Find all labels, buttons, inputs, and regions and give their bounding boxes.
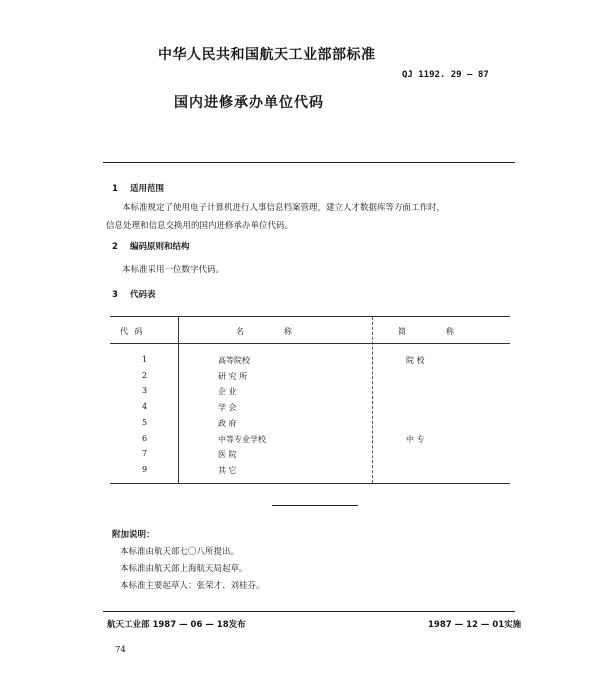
section-1-paragraph-line-2: 信息处理和信息交换用的国内进修承办单位代码。 xyxy=(106,221,294,231)
notes-heading: 附加说明： xyxy=(112,530,155,540)
standard-header-title: 中华人民共和国航天工业部部标准 xyxy=(158,47,376,63)
section-3-title: 代码表 xyxy=(130,290,156,300)
table-cell-name: 企 业 xyxy=(218,387,237,397)
table-cell-abbreviation: 院 校 xyxy=(406,356,425,365)
section-2-heading xyxy=(112,240,190,252)
document-title: 国内进修承办单位代码 xyxy=(174,95,324,111)
table-cell-name: 医 院 xyxy=(218,450,237,460)
table-cell-name: 其 它 xyxy=(218,465,237,475)
note-line-proposer: 本标准由航天部七〇八所提出。 xyxy=(120,547,240,557)
effective-date: 1987 — 12 — 01实施 xyxy=(428,620,522,630)
table-cell-name: 研 究 所 xyxy=(218,371,248,381)
page-number: 74 xyxy=(115,645,126,655)
table-cell-name: 政 府 xyxy=(218,418,237,428)
table-cell-code: 3 xyxy=(142,386,148,396)
code-table xyxy=(110,316,510,484)
table-cell-code: 7 xyxy=(142,449,148,459)
table-cell-name: 学 会 xyxy=(218,403,237,413)
bottom-divider xyxy=(103,611,515,612)
section-3-number: 3 xyxy=(112,290,118,300)
table-header-divider xyxy=(110,343,510,344)
section-3-heading xyxy=(112,288,156,300)
section-2-number: 2 xyxy=(112,242,118,252)
section-2-paragraph: 本标准采用一位数字代码。 xyxy=(122,265,225,275)
top-divider xyxy=(103,162,515,163)
column-header-abbreviation: 简称 xyxy=(398,327,494,336)
table-column-divider xyxy=(178,317,179,483)
column-header-code: 代 码 xyxy=(120,327,145,336)
note-line-drafter: 本标准由航天部上海航天局起草。 xyxy=(120,564,248,574)
section-1-number: 1 xyxy=(112,184,118,194)
section-2-title: 编码原则和结构 xyxy=(130,242,190,252)
issue-date: 航天工业部 1987 — 06 — 18发布 xyxy=(107,620,246,630)
table-cell-code: 1 xyxy=(142,355,148,364)
table-column-divider xyxy=(372,317,373,483)
section-1-title: 适用范围 xyxy=(130,184,165,194)
table-cell-abbreviation: 中 专 xyxy=(406,434,425,444)
section-1-heading xyxy=(112,182,164,194)
table-cell-name: 高等院校 xyxy=(218,356,250,365)
standard-number: QJ 1192. 29 — 87 xyxy=(402,70,489,80)
section-1-paragraph-line-1: 本标准规定了使用电子计算机进行人事信息档案管理，建立人才数据库等方面工作时， xyxy=(122,203,446,213)
table-cell-code: 9 xyxy=(142,464,148,474)
table-cell-code: 4 xyxy=(142,402,148,412)
table-cell-code: 2 xyxy=(142,370,148,380)
column-header-name: 名称 xyxy=(236,327,332,336)
note-line-authors: 本标准主要起草人：张荣才、刘桂芬。 xyxy=(120,581,265,591)
table-cell-name: 中等专业学校 xyxy=(218,434,266,444)
table-cell-code: 6 xyxy=(142,433,148,443)
section-end-divider xyxy=(272,505,358,506)
table-cell-code: 5 xyxy=(142,417,148,427)
